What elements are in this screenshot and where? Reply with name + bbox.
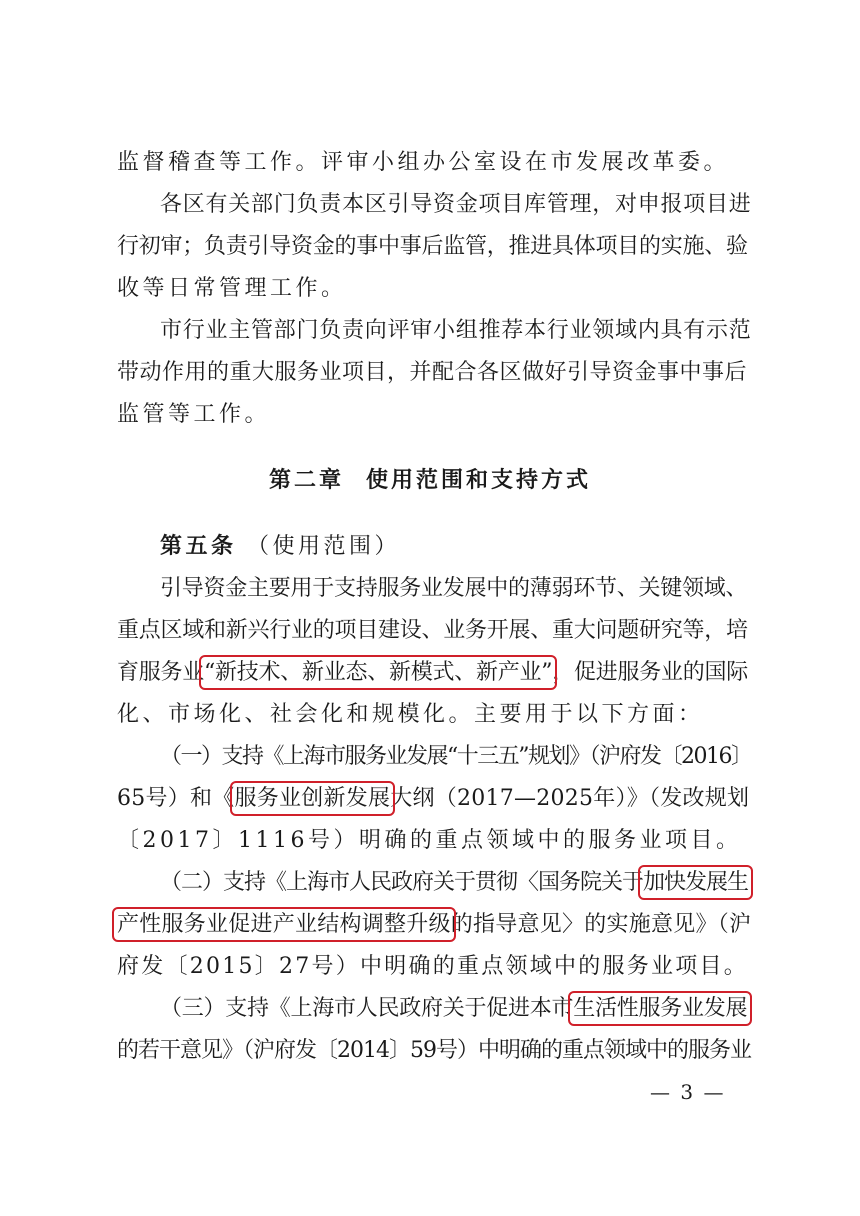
highlight-box: 加快发展生 <box>643 870 749 895</box>
highlight-box: 服务业创新发展 <box>234 786 391 811</box>
text-line: 行初审；负责引导资金的事中事后监管，推进具体项目的实施、验 <box>117 234 748 259</box>
article-number: 第五条 <box>160 534 237 559</box>
article-title: （使用范围） <box>247 534 401 559</box>
text-line: 市行业主管部门负责向评审小组推荐本行业领域内具有示范 <box>160 318 752 343</box>
text-line: 化、市场化、社会化和规模化。主要用于以下方面： <box>117 702 704 727</box>
text-line: 引导资金主要用于支持服务业发展中的薄弱环节、关键领域、 <box>160 576 748 601</box>
text-line <box>160 868 748 898</box>
text-line: 监管等工作。 <box>117 402 271 427</box>
text-line: （一）支持《上海市服务业发展“十三五”规划》（沪府发〔2016〕 <box>160 744 752 769</box>
text-line <box>160 994 747 1024</box>
chapter-title: 使用范围和支持方式 <box>366 468 592 493</box>
text-span: （二）支持《上海市人民政府关于贯彻〈国务院关于 <box>160 870 644 895</box>
highlight-box: 生活性服务业发展 <box>573 996 748 1021</box>
text-span: 65号）和《 <box>117 786 235 811</box>
text-line: 的若干意见》（沪府发〔2014〕59号）中明确的重点领域中的服务业 <box>117 1038 751 1063</box>
highlight-box: “新技术、新业态、新模式、新产业” <box>204 660 553 685</box>
text-span: ，促进服务业的国际 <box>552 660 749 685</box>
text-line: 监督稽查等工作。评审小组办公室设在市发展改革委。 <box>117 150 730 175</box>
text-line: 〔2017〕1116号）明确的重点领域中的服务业项目。 <box>117 828 742 853</box>
text-line: 收等日常管理工作。 <box>117 276 347 301</box>
text-line: 重点区域和新兴行业的项目建设、业务开展、重大问题研究等，培 <box>117 618 748 643</box>
text-line: 府发〔2015〕27号）中明确的重点领域中的服务业项目。 <box>117 954 748 979</box>
page-number: — 3 — <box>650 1080 726 1104</box>
text-line: 各区有关部门负责本区引导资金项目库管理，对申报项目进 <box>160 192 752 217</box>
text-line <box>117 658 748 688</box>
text-span: 大纲（2017—2025年）》（发改规划 <box>390 786 750 811</box>
chapter-heading <box>0 466 860 496</box>
text-span: 的指导意见〉的实施意见》（沪 <box>450 912 752 937</box>
chapter-number: 第二章 <box>268 468 344 493</box>
text-line <box>117 784 749 814</box>
text-span: （三）支持《上海市人民政府关于促进本市 <box>160 996 574 1021</box>
text-line: 带动作用的重大服务业项目，并配合各区做好引导资金事中事后 <box>117 360 748 385</box>
text-span: 育服务业 <box>117 660 205 685</box>
text-line <box>117 910 751 940</box>
highlight-box: 产性服务业促进产业结构调整升级 <box>117 912 451 937</box>
article-heading <box>160 532 400 562</box>
